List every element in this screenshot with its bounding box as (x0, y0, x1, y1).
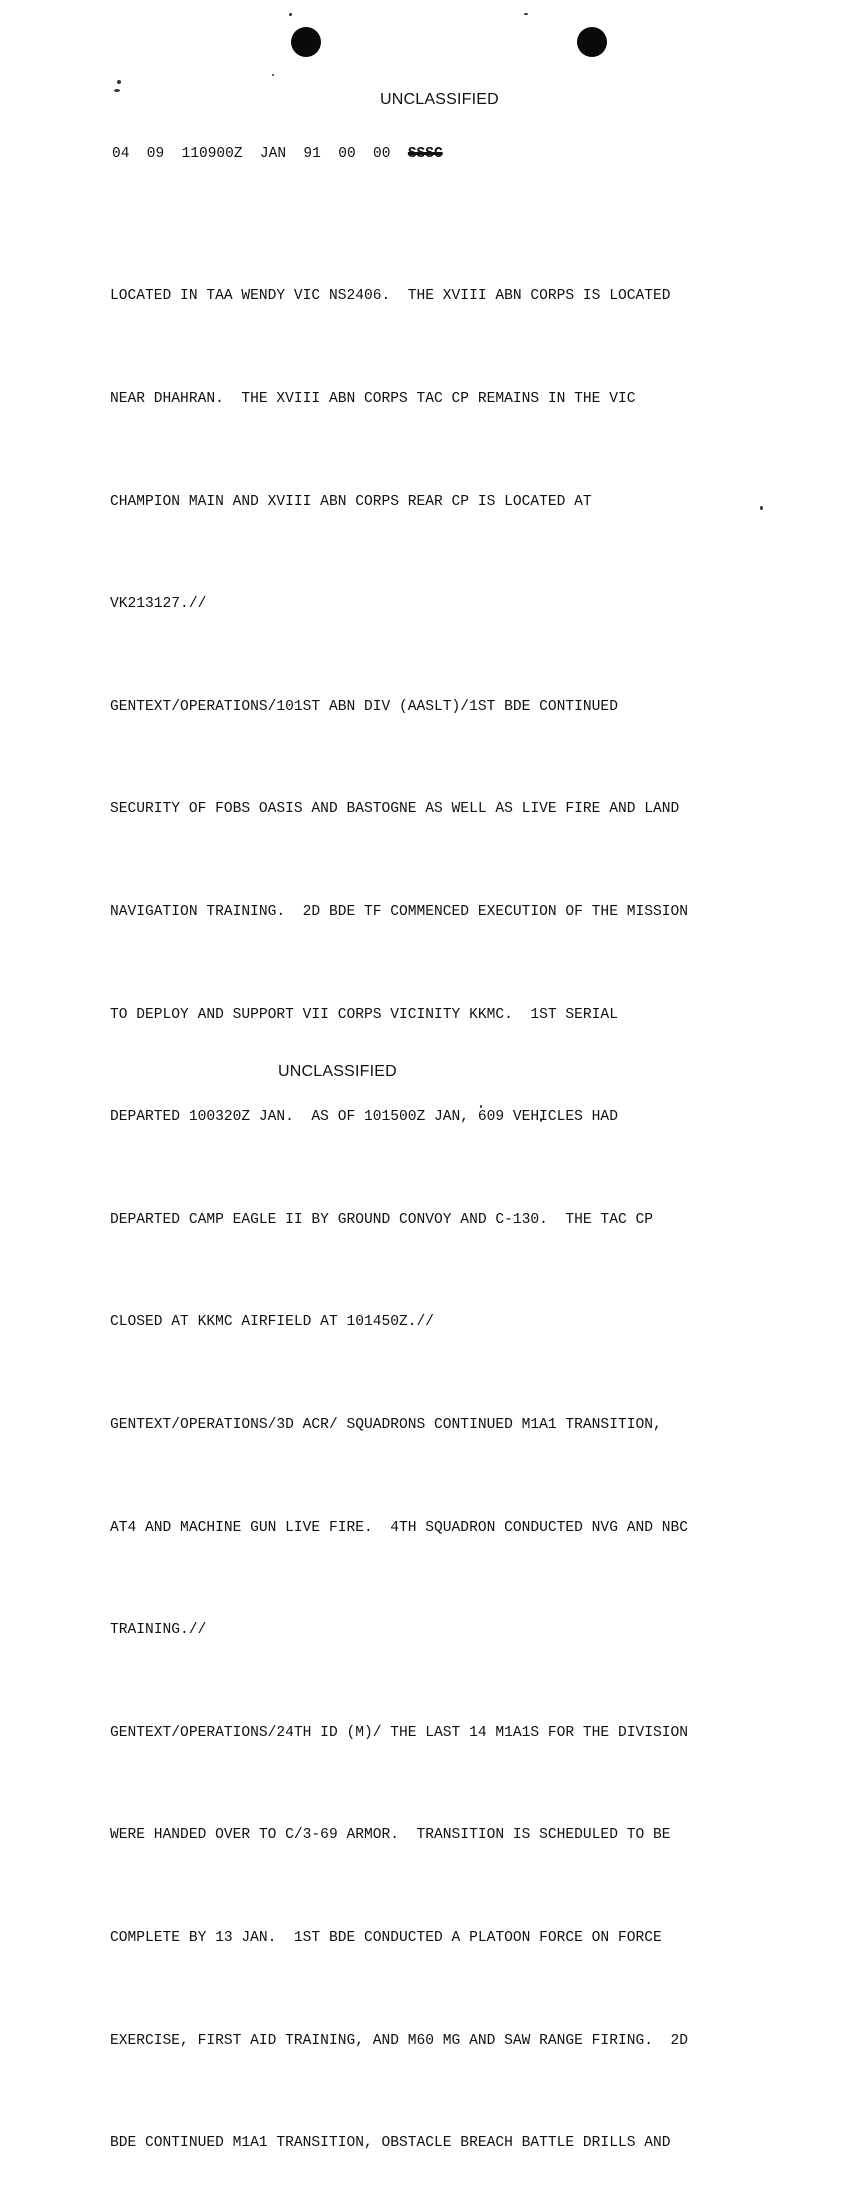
body-line: EXERCISE, FIRST AID TRAINING, AND M60 MG AND SAW RANGE FIRING. 2D (110, 2032, 689, 2049)
classification-marking-top: UNCLASSIFIED (380, 91, 499, 108)
body-line: GENTEXT/OPERATIONS/101ST ABN DIV (AASLT)/1ST BDE CONTINUED (110, 698, 618, 715)
body-line: COMPLETE BY 13 JAN. 1ST BDE CONDUCTED A PLATOON FORCE ON FORCE (110, 1929, 662, 1946)
body-line: NEAR DHAHRAN. THE XVIII ABN CORPS TAC CP REMAINS IN THE VIC (110, 391, 636, 407)
body-line: SECURITY OF FOBS OASIS AND BASTOGNE AS WELL AS LIVE FIRE AND LAND (110, 801, 680, 818)
body-line: DEPARTED 100320Z JAN. AS OF 101500Z JAN, 609 VEHICLES HAD (110, 1109, 618, 1126)
body-line: BDE CONTINUED M1A1 TRANSITION, OBSTACLE BREACH BATTLE DRILLS AND (110, 2135, 671, 2152)
struck-classification-code: SSSC (407, 146, 443, 162)
body-line: GENTEXT/OPERATIONS/24TH ID (M)/ THE LAST 14 M1A1S FOR THE DIVISION (110, 1724, 689, 1741)
body-line: LOCATED IN TAA WENDY VIC NS2406. THE XVIII ABN CORPS IS LOCATED (110, 288, 671, 305)
body-line: VK213127.// (110, 596, 207, 613)
classification-marking-bottom: UNCLASSIFIED (278, 1063, 397, 1080)
body-line: CHAMPION MAIN AND XVIII ABN CORPS REAR CP IS LOCATED AT (110, 493, 592, 510)
punch-hole-left (291, 27, 321, 57)
body-line: AT4 AND MACHINE GUN LIVE FIRE. 4TH SQUADRON CONDUCTED NVG AND NBC (110, 1519, 689, 1536)
scan-speck (272, 74, 274, 76)
body-line: TO DEPLOY AND SUPPORT VII CORPS VICINITY KKMC. 1ST SERIAL (110, 1006, 618, 1023)
body-line: GENTEXT/OPERATIONS/3D ACR/ SQUADRONS CONTINUED M1A1 TRANSITION, (110, 1416, 662, 1433)
scan-speck (289, 13, 292, 16)
body-line: WERE HANDED OVER TO C/3-69 ARMOR. TRANSITION IS SCHEDULED TO BE (110, 1827, 671, 1844)
message-body (110, 211, 810, 2194)
message-header (112, 146, 443, 162)
punch-hole-right (577, 27, 607, 57)
message-header-text: 04 09 110900Z JAN 91 00 00 (112, 146, 408, 162)
scan-speck (117, 80, 121, 84)
body-line: TRAINING.// (110, 1622, 207, 1639)
body-line: CLOSED AT KKMC AIRFIELD AT 101450Z.// (110, 1314, 435, 1331)
body-line: DEPARTED CAMP EAGLE II BY GROUND CONVOY AND C-130. THE TAC CP (110, 1211, 653, 1228)
scan-speck (114, 89, 120, 92)
body-line: NAVIGATION TRAINING. 2D BDE TF COMMENCED EXECUTION OF THE MISSION (110, 903, 689, 920)
scan-speck (524, 13, 528, 15)
